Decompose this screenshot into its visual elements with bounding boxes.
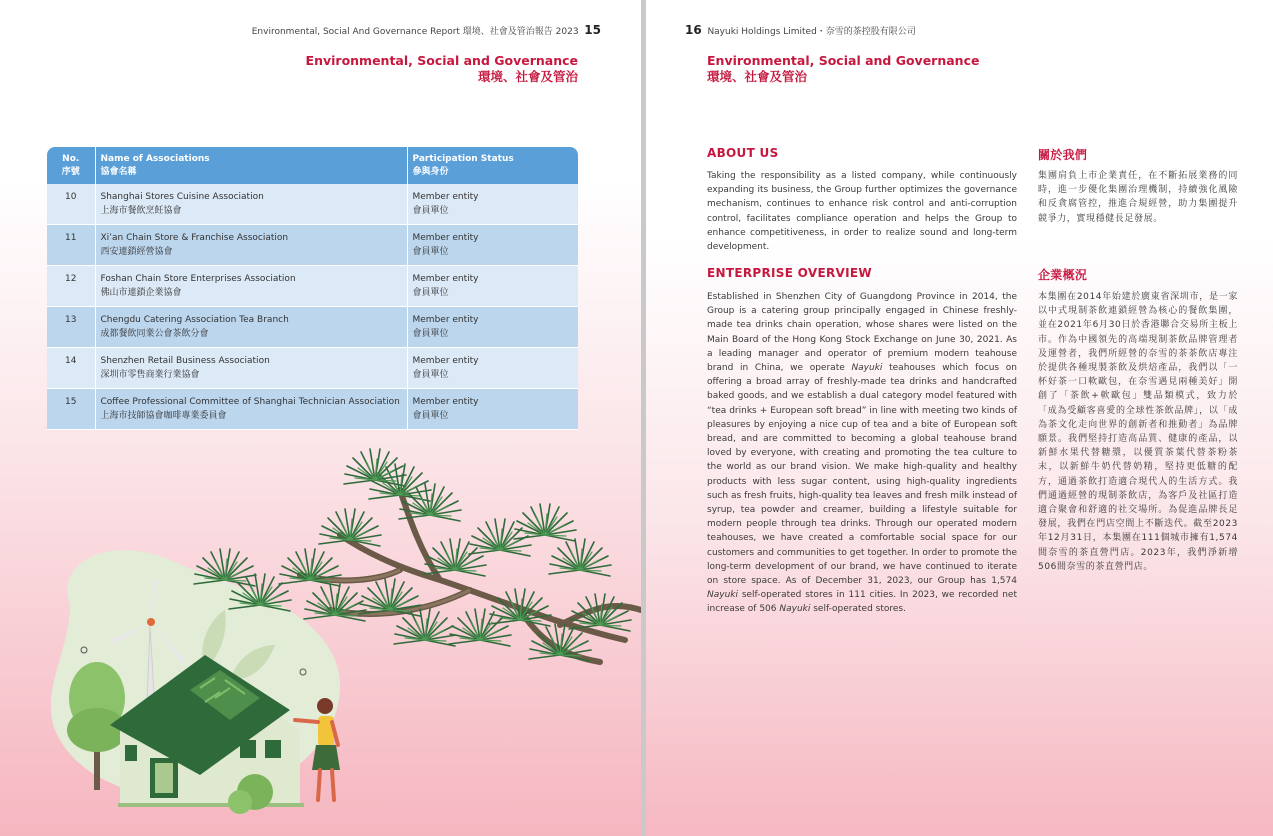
cell-no: 10 (47, 184, 95, 225)
header-label: 序號 (61, 167, 80, 177)
name-en: Shenzhen Retail Business Association (100, 356, 270, 366)
cell-status (407, 307, 578, 348)
brand-name: Nayuki (707, 590, 738, 601)
header-label: Name of Associations (100, 154, 210, 164)
cell-name (95, 307, 407, 348)
brand-name: Nayuki (851, 363, 883, 374)
cell-no: 15 (47, 389, 95, 430)
header-label: No. (62, 154, 80, 164)
table-row (47, 348, 578, 389)
associations-table (47, 147, 578, 430)
overview-text-part: self-operated stores. (810, 604, 906, 615)
name-en: Xi’an Chain Store & Franchise Association (100, 233, 289, 243)
cell-name (95, 184, 407, 225)
cell-status (407, 266, 578, 307)
overview-text-part: self-operated stores in 111 cities. In 2023, we recorded net increase of 506 (707, 590, 1017, 615)
section-title (707, 53, 979, 85)
status-zh: 會員單位 (412, 370, 449, 380)
section-title-zh: 環境、社會及管治 (707, 69, 808, 84)
enterprise-overview-heading-zh: 企業概況 (1038, 268, 1088, 282)
cell-name (95, 348, 407, 389)
cell-status (407, 348, 578, 389)
name-zh: 上海市技師協會咖啡專業委員會 (100, 411, 227, 421)
name-en: Coffee Professional Committee of Shanghai Technician Association (100, 397, 400, 407)
status-zh: 會員單位 (412, 411, 449, 421)
status-en: Member entity (412, 315, 479, 325)
running-header (252, 23, 601, 37)
cell-status (407, 225, 578, 266)
table-row (47, 307, 578, 348)
name-zh: 成都餐飲同業公會茶飲分會 (100, 329, 209, 339)
cell-status (407, 184, 578, 225)
cell-status (407, 389, 578, 430)
cell-no: 13 (47, 307, 95, 348)
header-label: 協會名稱 (100, 167, 137, 177)
column-header-name (95, 147, 407, 184)
header-label: Participation Status (412, 154, 514, 164)
enterprise-overview-text (707, 290, 1017, 617)
status-zh: 會員單位 (412, 288, 449, 298)
name-en: Shanghai Stores Cuisine Association (100, 192, 264, 202)
section-title (306, 53, 578, 85)
cell-name (95, 266, 407, 307)
header-text: Nayuki Holdings Limited・奈雪的茶控股有限公司 (707, 27, 916, 37)
section-title-zh: 環境、社會及管治 (477, 69, 578, 84)
status-en: Member entity (412, 397, 479, 407)
section-title-en: Environmental, Social and Governance (707, 53, 980, 68)
name-zh: 西安連鎖經營協會 (100, 247, 173, 257)
table-row (47, 225, 578, 266)
name-zh: 佛山市連鎖企業協會 (100, 288, 182, 298)
cell-no: 12 (47, 266, 95, 307)
name-en: Chengdu Catering Association Tea Branch (100, 315, 289, 325)
cell-name (95, 389, 407, 430)
about-us-text-zh: 集團肩負上市企業責任，在不斷拓展業務的同時，進一步優化集團治理機制，持續強化風險和反貪腐管控，推進合規經營，助力集團提升競爭力，實現穩健長足發展。 (1038, 171, 1238, 224)
table-row (47, 184, 578, 225)
cell-name (95, 225, 407, 266)
table-header-row (47, 147, 578, 184)
about-us-text: Taking the responsibility as a listed company, while continuously expanding its business, the Group further optimizes the governance mechanism, continues to enhance risk control and anti-corruption control, facilitates compliance operation and helps the Group to enhance competitiveness, in order to realize sound and long-term development. (707, 171, 1017, 253)
about-us-heading: ABOUT US (707, 146, 779, 160)
status-en: Member entity (412, 233, 479, 243)
table-row (47, 389, 578, 430)
name-zh: 深圳市零售商業行業協會 (100, 370, 200, 380)
page-number: 16 (685, 23, 702, 37)
page-number: 15 (584, 23, 601, 37)
about-us-heading-zh: 關於我們 (1038, 148, 1088, 162)
header-text: Environmental, Social And Governance Report 環境、社會及管治報告 2023 (251, 27, 579, 37)
table-row (47, 266, 578, 307)
status-zh: 會員單位 (412, 206, 449, 216)
enterprise-overview-text-zh: 本集團在2014年始建於廣東省深圳市，是一家以中式現制茶飲連鎖經營為核心的餐飲集團，並在2021年6月30日於香港聯合交易所主板上市。作為中國領先的高端現制茶飲品牌管理者及運營者，我們所經營的奈雪的茶茶飲店專注於提供各種現製茶飲及烘焙產品，我們以「一杯好茶一口軟歐包，在奈雪遇見兩種美好」開創了「茶飲+軟歐包」雙品類模式，致力於「成為受顧客喜愛的全球性茶飲品牌」，以「成為茶文化走向世界的創新者和推動者」為品牌願景。我們堅持打造高品質、健康的產品，以新鮮水果代替糖漿，以優質茶葉代替茶粉茶末，以新鮮牛奶代替奶精，堅持更低糖的配方，通過茶飲打造適合現代人的生活方式。我們通過經營的現制茶飲店，為客戶及社區打造適合聚會和舒適的社交場所。為促進品牌長足發展，我們在門店空間上不斷迭代。截至2023年12月31日，本集團在111個城市擁有1,574間奈雪的茶直營門店。2023年，我們淨新增506間奈雪的茶直營門店。 (1038, 292, 1238, 572)
name-en: Foshan Chain Store Enterprises Association (100, 274, 296, 284)
right-page (646, 0, 1273, 836)
column-header-status (407, 147, 578, 184)
brand-name: Nayuki (779, 604, 811, 615)
status-en: Member entity (412, 192, 479, 202)
running-header (685, 23, 916, 37)
enterprise-overview-heading: ENTERPRISE OVERVIEW (707, 266, 872, 280)
header-label: 參與身份 (412, 167, 449, 177)
section-title-en: Environmental, Social and Governance (305, 53, 578, 68)
status-zh: 會員單位 (412, 329, 449, 339)
eco-house-illustration (0, 440, 641, 836)
cell-no: 11 (47, 225, 95, 266)
status-en: Member entity (412, 274, 479, 284)
overview-text-part: teahouses which focus on offering a broad array of freshly-made tea drinks and handcrafted baked goods, and we establish a dual category model featured with “tea drinks + European soft bread” in line with meeting two kinds of pleasures by enjoying a nice cup of tea and a bite of European soft bread, and are committed to becoming a global teahouse brand loved by everyone, with creating and promoting the tea culture to the world as our brand vision. We make high-quality and healthy products with less sugar content, using high-quality ingredients such as fresh fruits, high-quality tea leaves and fresh milk instead of syrup, tea powder and creamer, building a lifestyle suitable for modern people through tea drinks. Through our operated modern teahouses, we have created a comfortable social space for our customers and communities to get together. In order to promote the long-term development of our brand, we have continued to iterate on store space. As of December 31, 2023, our Group has 1,574 (707, 363, 1017, 587)
status-en: Member entity (412, 356, 479, 366)
name-zh: 上海市餐飲烹飪協會 (100, 206, 182, 216)
status-zh: 會員單位 (412, 247, 449, 257)
cell-no: 14 (47, 348, 95, 389)
overview-text-part: Established in Shenzhen City of Guangdong Province in 2014, the Group is a catering group principally engaged in Chinese freshly-made tea drinks chain operation, whose shares were listed on the Main Board of the Hong Kong Stock Exchange on June 30, 2021. As a leading manager and operator of premium modern teahouse brand in China, we operate (707, 292, 1017, 374)
column-header-no (47, 147, 95, 184)
